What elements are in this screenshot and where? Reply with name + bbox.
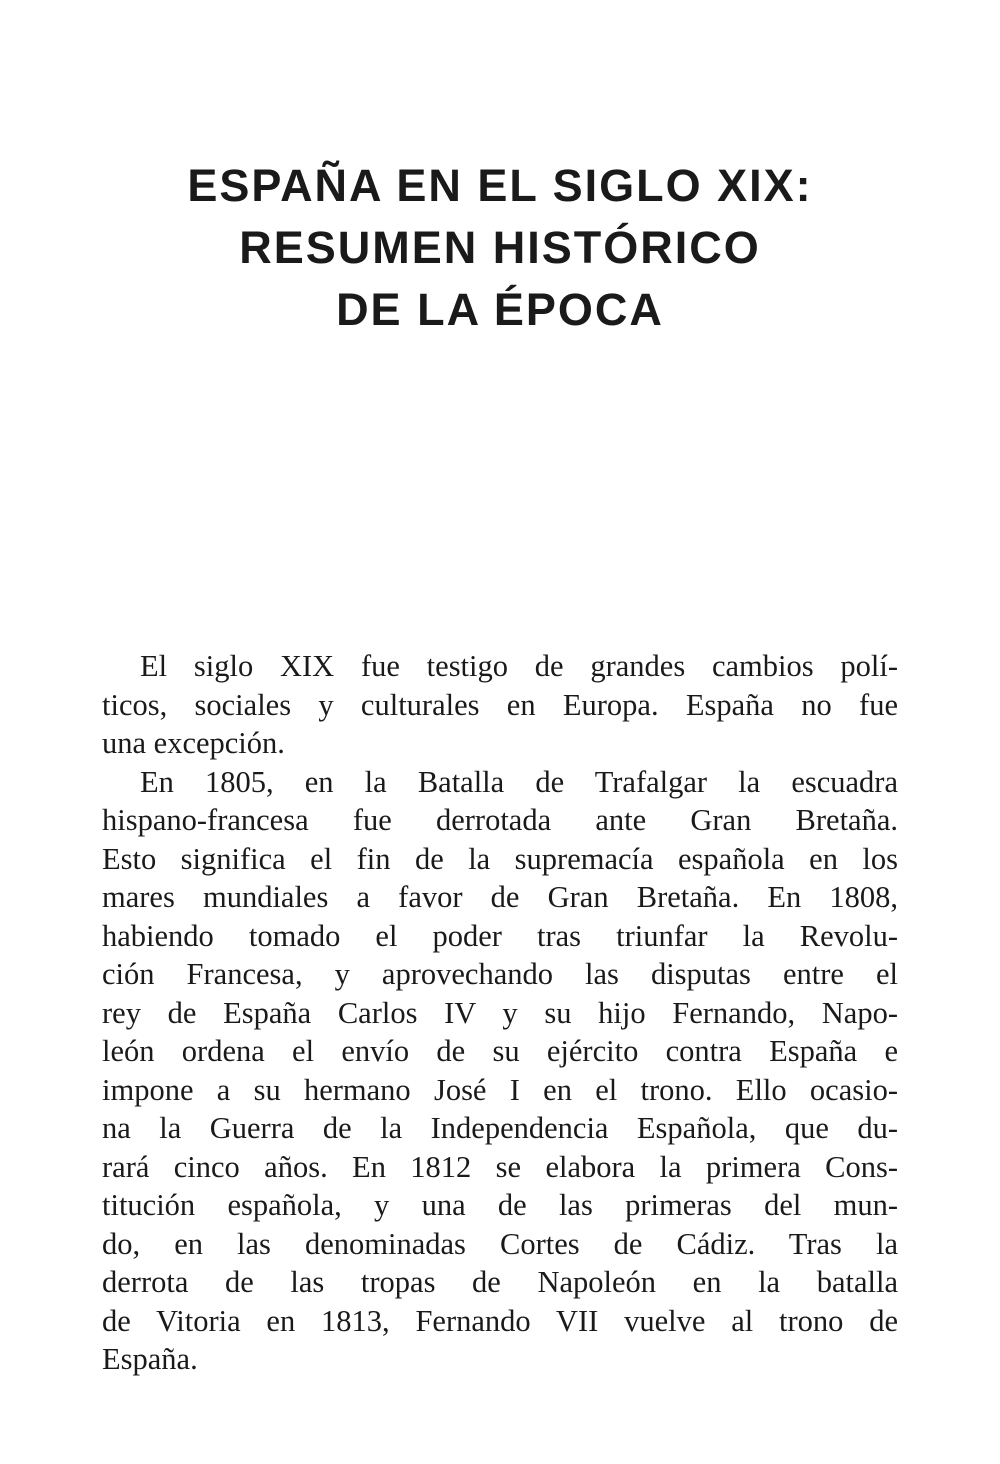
chapter-title-line: DE LA ÉPOCA (336, 284, 664, 335)
text-line: ción Francesa, y aprovechando las disputas entre el (102, 957, 898, 991)
text-line: na la Guerra de la Independencia Española, que du- (102, 1111, 898, 1145)
text-line: España. (102, 1342, 198, 1376)
chapter-title (100, 155, 900, 341)
text-line: hispano-francesa fue derrotada ante Gran Bretaña. (102, 803, 898, 837)
text-line: rará cinco años. En 1812 se elabora la primera Cons- (102, 1149, 898, 1184)
text-line: león ordena el envío de su ejército contra España e (102, 1034, 898, 1068)
text-line: derrota de las tropas de Napoleón en la batalla (102, 1265, 898, 1299)
text-line: una excepción. (102, 726, 285, 760)
text-line: En 1805, en la Batalla de Trafalgar la escuadra (140, 764, 898, 799)
text-line: mares mundiales a favor de Gran Bretaña. En 1808, (102, 880, 898, 914)
text-line: rey de España Carlos IV y su hijo Fernando, Napo- (102, 995, 898, 1030)
text-line: El siglo XIX fue testigo de grandes cambios polí- (140, 649, 898, 683)
text-line: de Vitoria en 1813, Fernando VII vuelve al trono de (102, 1303, 898, 1338)
text-line: impone a su hermano José I en el trono. Ello ocasio- (102, 1072, 898, 1107)
text-line: Esto significa el fin de la supremacía española en los (102, 841, 898, 876)
text-line: do, en las denominadas Cortes de Cádiz. Tras la (102, 1226, 898, 1261)
text-line: habiendo tomado el poder tras triunfar la Revolu- (102, 918, 898, 953)
paragraph-intro (102, 647, 898, 763)
chapter-title-line: ESPAÑA EN EL SIGLO XIX: (187, 160, 813, 211)
chapter-body (102, 647, 898, 1379)
text-line: titución española, y una de las primeras del mun- (102, 1188, 898, 1222)
text-line: ticos, sociales y culturales en Europa. España no fue (102, 687, 898, 722)
paragraph-history (102, 763, 898, 1379)
chapter-title-line: RESUMEN HISTÓRICO (239, 222, 761, 273)
